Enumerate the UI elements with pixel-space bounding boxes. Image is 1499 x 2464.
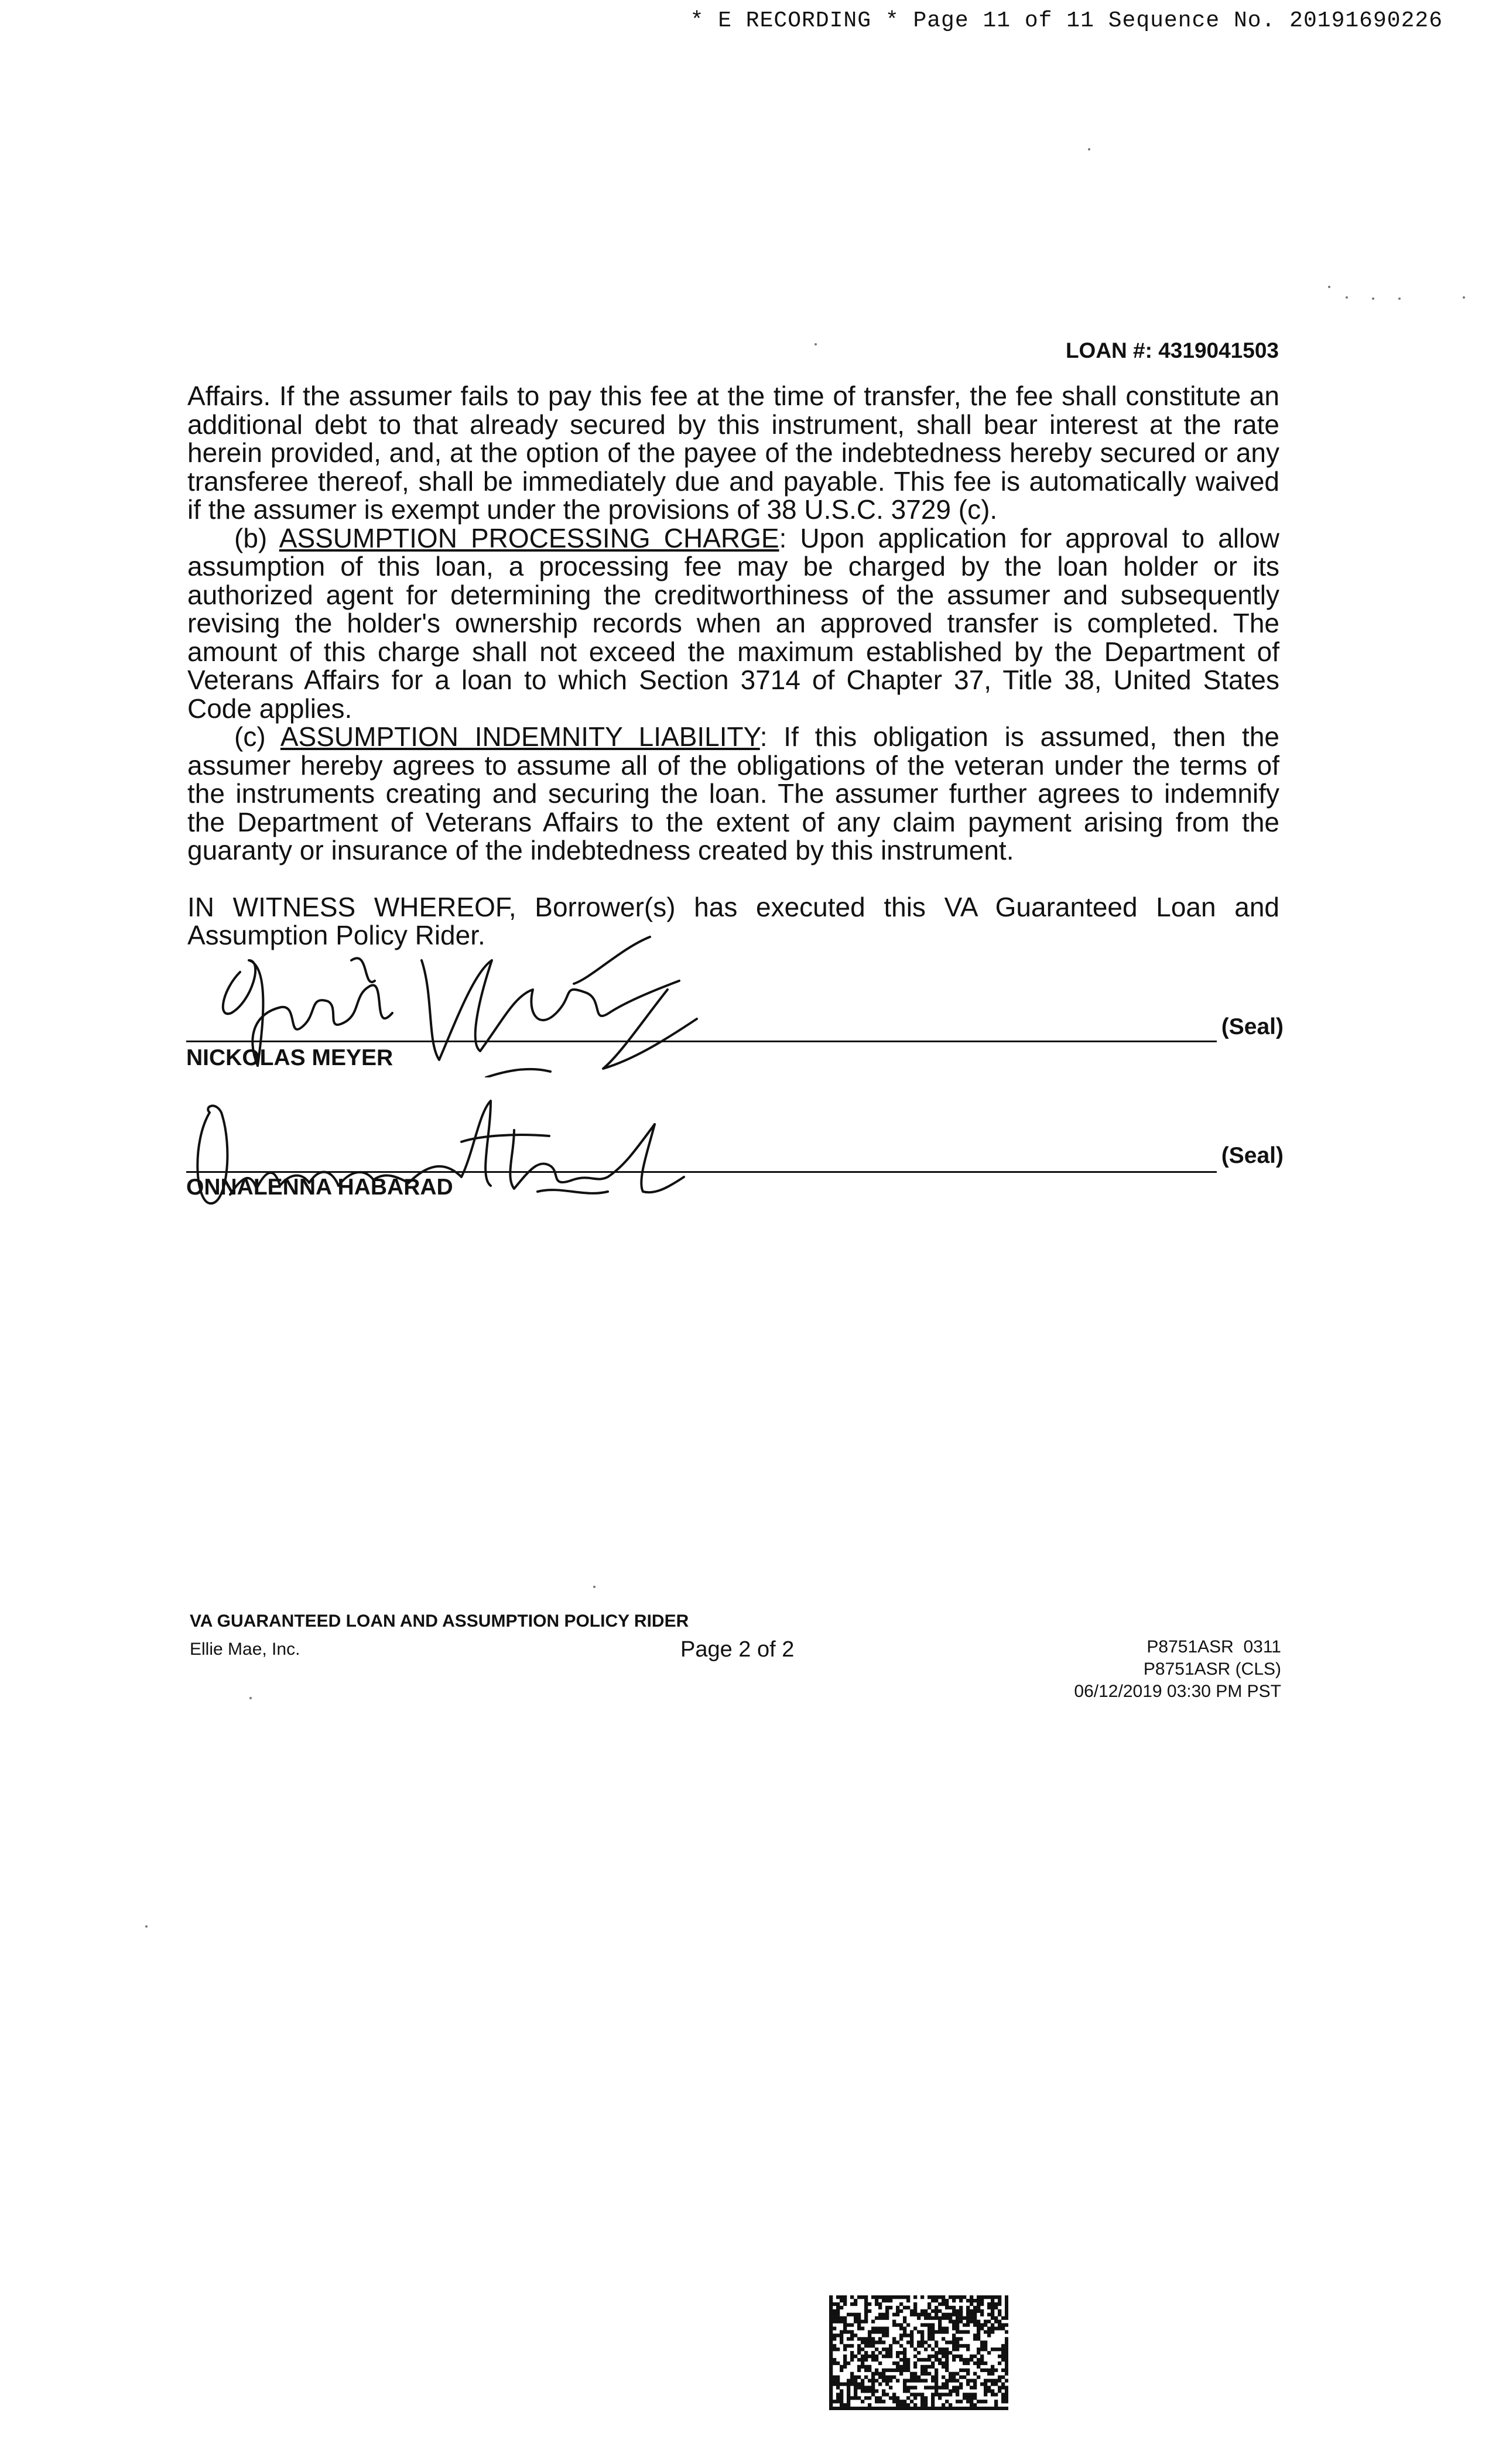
form-code-2: P8751ASR (CLS) bbox=[1143, 1659, 1281, 1679]
page-number: Page 2 of 2 bbox=[680, 1637, 795, 1662]
section-c-text: : If this obligation is assumed, then the assumer hereby agrees to assume all of the obligations of the veteran under the terms of the instruments creating and securing the loan. The assumer further agrees to indemnify the Department of Veterans Affairs to the extent of any claim payment arising from the guaranty or insurance of the indebtedness created by this instrument. bbox=[187, 721, 1279, 865]
seal-label-2: (Seal) bbox=[1221, 1143, 1284, 1168]
paragraph-intro: Affairs. If the assumer fails to pay this fee at the time of transfer, the fee shall constitute an additional debt to that already secured by this instrument, shall bear interest at the rate herein provided, and, at the option of the payee of the indebtedness hereby secured or any transferee thereof, shall be immediately due and payable. This fee is automatically waived if the assumer is exempt under the provisions of 38 U.S.C. 3729 (c). bbox=[187, 381, 1279, 525]
witness-statement: IN WITNESS WHEREOF, Borrower(s) has executed this VA Guaranteed Loan and Assumption Policy Rider. bbox=[187, 891, 1279, 950]
loan-number: LOAN #: 4319041503 bbox=[1065, 338, 1279, 362]
section-b-text: : Upon application for approval to allow assumption of this loan, a processing fee may be charged by the loan holder or its authorized agent for determining the creditworthiness of the assumer and subsequently revising the holder's ownership records when an approved transfer is completed. The amount of this charge shall not exceed the maximum established by the Department of Veterans Affairs for a loan to which Section 3714 of Chapter 37, Title 38, United States Code applies. bbox=[187, 522, 1279, 724]
form-title: VA GUARANTEED LOAN AND ASSUMPTION POLICY RIDER bbox=[190, 1611, 689, 1631]
form-timestamp: 06/12/2019 03:30 PM PST bbox=[1074, 1682, 1281, 1701]
recording-header: * E RECORDING * Page 11 of 11 Sequence No. 20191690226 bbox=[690, 8, 1443, 33]
signer-name-1: NICKOLAS MEYER bbox=[186, 1045, 393, 1070]
form-code-1: P8751ASR 0311 bbox=[1147, 1637, 1281, 1657]
company-name: Ellie Mae, Inc. bbox=[190, 1640, 300, 1659]
signer-name-2: ONNALENNA HABARAD bbox=[186, 1175, 453, 1200]
section-b-heading: ASSUMPTION PROCESSING CHARGE bbox=[279, 522, 779, 553]
section-b-prefix: (b) bbox=[234, 522, 279, 553]
section-c-heading: ASSUMPTION INDEMNITY LIABILITY bbox=[280, 721, 760, 752]
section-c-prefix: (c) bbox=[234, 721, 280, 752]
seal-label-1: (Seal) bbox=[1221, 1014, 1284, 1039]
